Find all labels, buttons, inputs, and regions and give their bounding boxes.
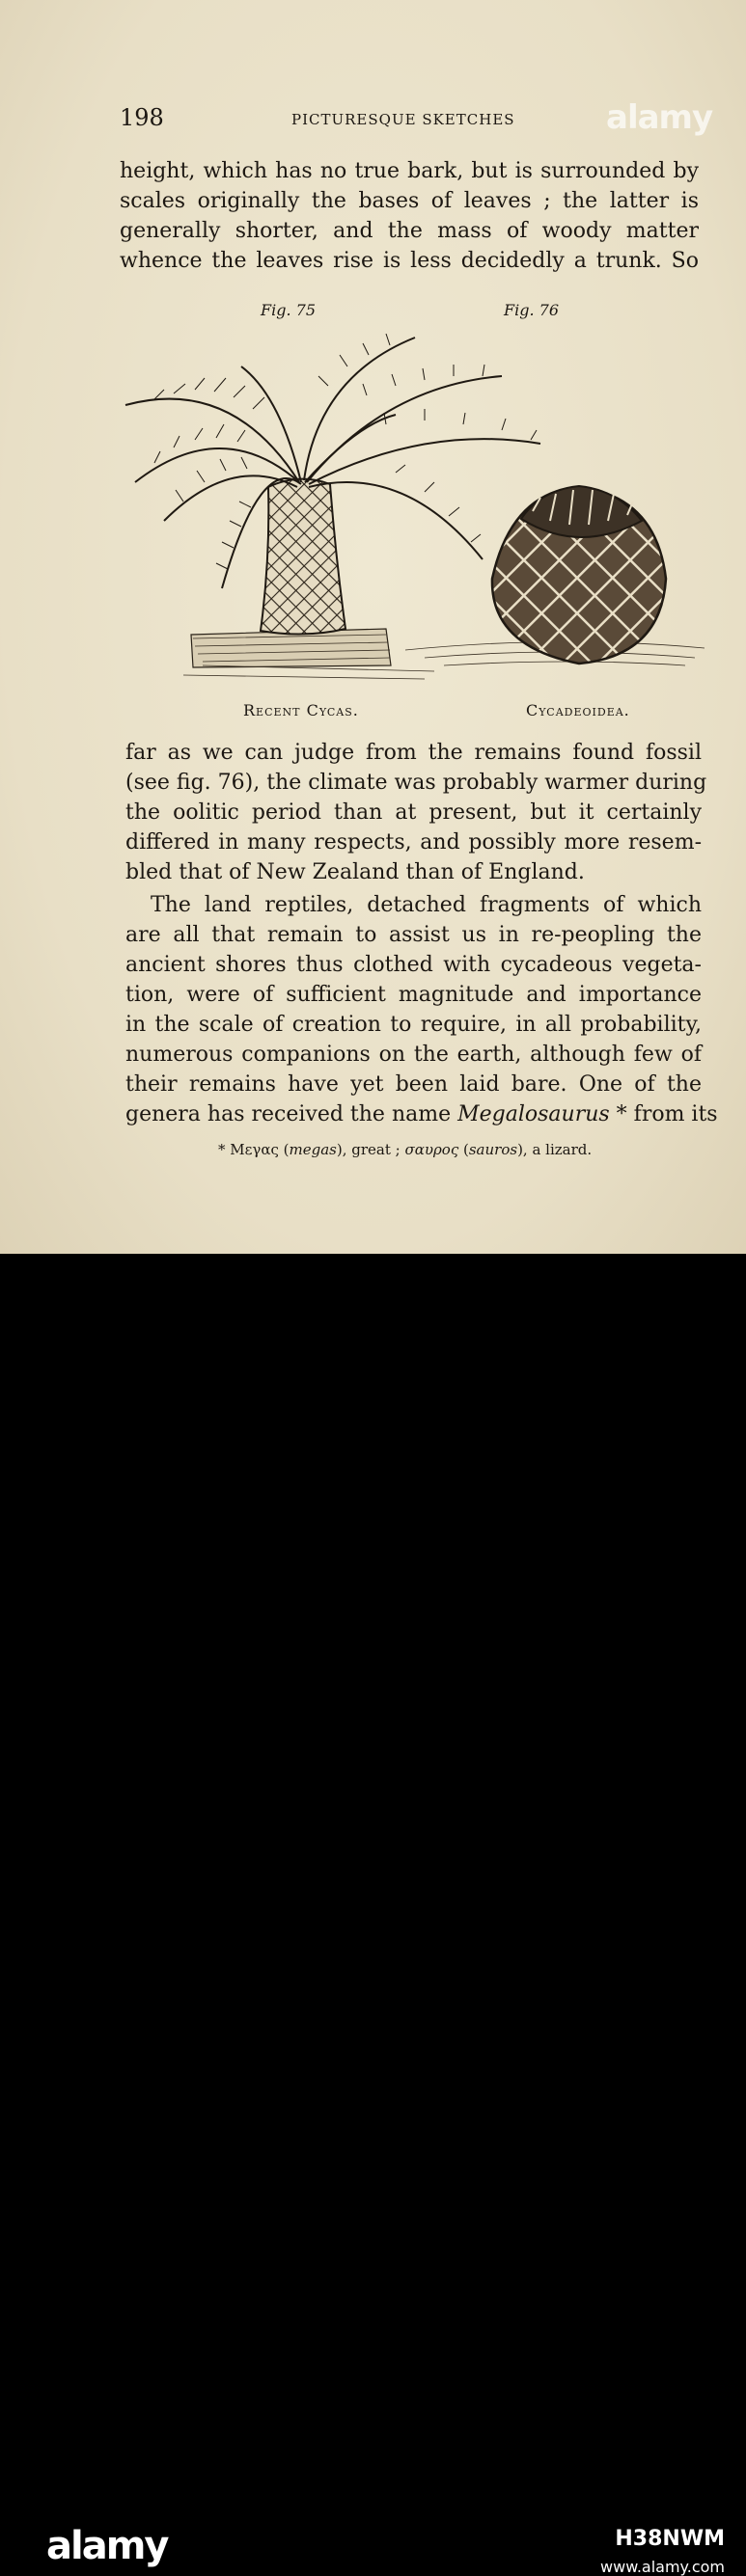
site-url: www.alamy.com [600, 2558, 725, 2576]
text-line: height, which has no true bark, but is surrounded by [120, 159, 699, 183]
running-title: PICTURESQUE SKETCHES [291, 111, 515, 128]
text-line-last [125, 1099, 718, 1129]
cycas-trunk [261, 479, 345, 635]
transliteration: sauros [468, 1141, 518, 1158]
ground-left [183, 629, 434, 679]
fig-75-caption: Recent Cycas. [243, 701, 359, 719]
text-line: are all that remain to assist us in re-peopling the [125, 923, 702, 947]
fig-75-label: Fig. 75 [261, 301, 316, 319]
frond-leaflets [154, 334, 537, 569]
text-line: far as we can judge from the remains found fossil [125, 741, 702, 765]
fig-76-caption: Cycadeoidea. [526, 701, 630, 719]
fig-76-label: Fig. 76 [504, 301, 559, 319]
text-line: their remains have yet been laid bare. One of the [125, 1072, 702, 1097]
text-line: differed in many respects, and possibly more resem- [125, 830, 702, 854]
text-line: scales originally the bases of leaves ; the latter is [120, 189, 699, 213]
text-line: in the scale of creation to require, in all probability, [125, 1013, 702, 1037]
paragraph-2 [125, 890, 718, 1129]
paragraph-1 [125, 738, 707, 887]
text-segment: genera has received the name [125, 1102, 458, 1126]
watermark-top: alamy [606, 98, 713, 137]
transliteration: megas [289, 1141, 337, 1158]
watermark-bar [0, 1254, 746, 2576]
text-line: bled that of New Zealand than of England. [125, 860, 585, 884]
greek-word: σαυρος [404, 1141, 459, 1158]
image-id: H38NWM [615, 2527, 725, 2551]
text-line: generally shorter, and the mass of woody matter [120, 219, 699, 243]
text-line: the oolitic period than at present, but it certainly [125, 800, 702, 825]
megalosaurus-term: Megalosaurus [457, 1102, 610, 1126]
text-line: ancient shores thus clothed with cycadeous vegeta- [125, 953, 702, 977]
text-line: (see fig. 76), the climate was probably warmer during [125, 771, 707, 795]
text-line: numerous companions on the earth, although few of [125, 1043, 702, 1067]
top-paragraph [120, 156, 699, 276]
alamy-logo: alamy [46, 2524, 168, 2568]
gloss: a lizard [532, 1141, 588, 1158]
text-line: whence the leaves rise is less decidedly a trunk. So [120, 249, 699, 273]
text-segment: * from its [609, 1102, 718, 1126]
cycad-illustration [116, 328, 709, 694]
gloss: great [351, 1141, 391, 1158]
page-number: 198 [120, 104, 164, 131]
book-page [0, 0, 746, 1254]
footnote: * Μεγας (megas), great ; σαυρος (sauros), a lizard. [218, 1141, 593, 1158]
text-line: The land reptiles, detached fragments of which [151, 893, 702, 917]
footnote-marker: * [218, 1141, 231, 1158]
text-line: tion, were of sufficient magnitude and importance [125, 983, 702, 1007]
greek-word: Μεγας [230, 1141, 279, 1158]
